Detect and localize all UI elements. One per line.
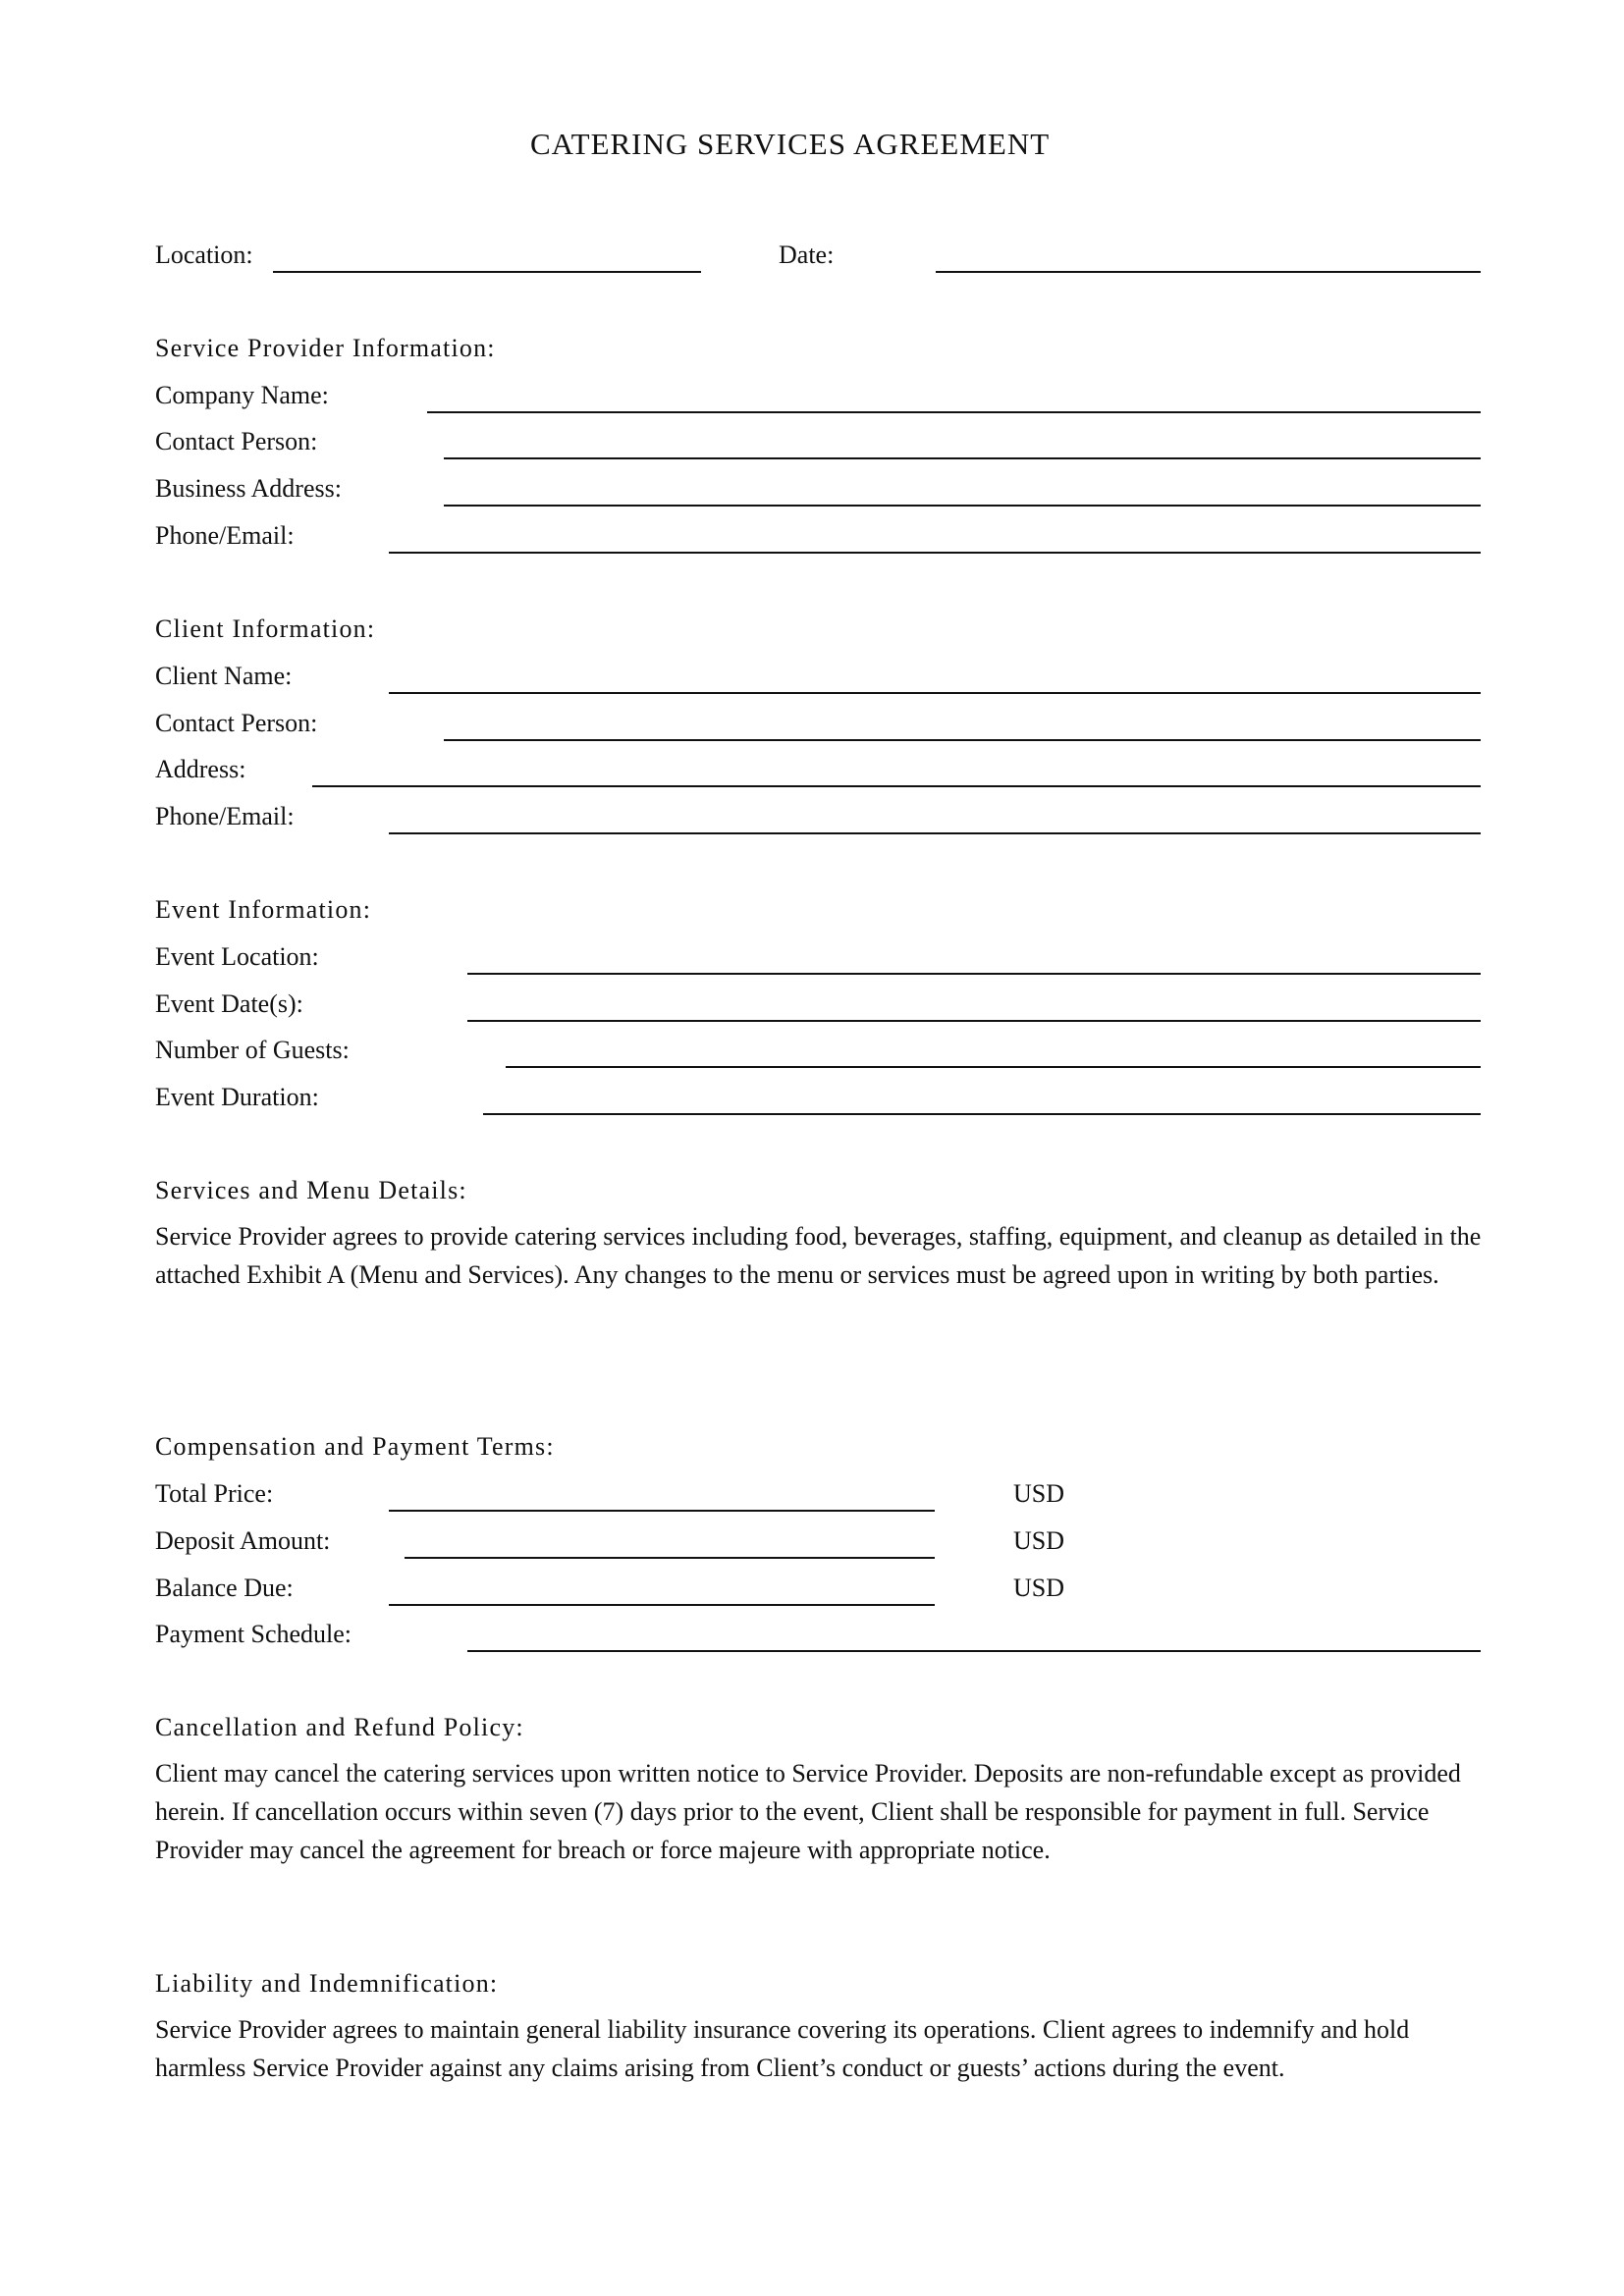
client-phone-label: Phone/Email:: [155, 802, 295, 830]
event-location-label: Event Location:: [155, 942, 319, 971]
cancellation-paragraph: Client may cancel the catering services upon written notice to Service Provider. Deposits are non-refundable except as provided herein. If cancellation occurs within seven (7) days prior to the event, Client shall be responsible for payment in full. Service Provider may cancel the agreement for breach or force majeure with appropriate notice.: [155, 1759, 1461, 1864]
date-label: Date:: [779, 240, 835, 269]
guests-field[interactable]: [506, 1066, 1481, 1068]
event-location-field[interactable]: [467, 973, 1481, 975]
client-contact-label: Contact Person:: [155, 709, 318, 737]
liability-paragraph: Service Provider agrees to maintain general liability insurance covering its operations. Client agrees to indemnify and hold harmless Service Provider against any claims arising from Client’s conduct or guests’ actions during the event.: [155, 2015, 1410, 2082]
event-duration-label: Event Duration:: [155, 1083, 319, 1111]
client-name-field[interactable]: [389, 692, 1481, 694]
services-section-heading: Services and Menu Details:: [155, 1176, 467, 1204]
provider-contact-field[interactable]: [444, 457, 1481, 459]
date-field[interactable]: [936, 271, 1481, 273]
deposit-label: Deposit Amount:: [155, 1526, 331, 1555]
event-section-heading: Event Information:: [155, 895, 372, 924]
company-name-label: Company Name:: [155, 381, 329, 409]
liability-section-heading: Liability and Indemnification:: [155, 1969, 499, 1998]
client-phone-field[interactable]: [389, 832, 1481, 834]
compensation-section-heading: Compensation and Payment Terms:: [155, 1432, 555, 1461]
event-dates-label: Event Date(s):: [155, 989, 303, 1018]
business-address-field[interactable]: [444, 505, 1481, 507]
balance-currency: USD: [1013, 1574, 1065, 1602]
deposit-currency: USD: [1013, 1526, 1065, 1555]
provider-phone-label: Phone/Email:: [155, 521, 295, 550]
provider-section-heading: Service Provider Information:: [155, 334, 496, 362]
event-duration-field[interactable]: [483, 1113, 1481, 1115]
business-address-label: Business Address:: [155, 474, 342, 503]
guests-label: Number of Guests:: [155, 1036, 350, 1064]
provider-contact-label: Contact Person:: [155, 427, 318, 455]
location-field[interactable]: [273, 271, 701, 273]
client-address-field[interactable]: [312, 785, 1481, 787]
event-dates-field[interactable]: [467, 1020, 1481, 1022]
total-price-label: Total Price:: [155, 1479, 274, 1508]
services-paragraph: Service Provider agrees to provide catering services including food, beverages, staffing, equipment, and cleanup as detailed in the attached Exhibit A (Menu and Services). Any changes to the menu or services must be agreed upon in writing by both parties.: [155, 1222, 1482, 1289]
payment-schedule-field[interactable]: [467, 1650, 1481, 1652]
balance-field[interactable]: [389, 1604, 935, 1606]
payment-schedule-label: Payment Schedule:: [155, 1620, 352, 1648]
client-address-label: Address:: [155, 755, 246, 783]
client-section-heading: Client Information:: [155, 614, 376, 643]
deposit-field[interactable]: [405, 1557, 935, 1559]
company-name-field[interactable]: [427, 411, 1481, 413]
client-name-label: Client Name:: [155, 662, 293, 690]
total-price-currency: USD: [1013, 1479, 1065, 1508]
page-title: CATERING SERVICES AGREEMENT: [530, 127, 1051, 161]
provider-phone-field[interactable]: [389, 552, 1481, 554]
balance-label: Balance Due:: [155, 1574, 294, 1602]
client-contact-field[interactable]: [444, 739, 1481, 741]
cancellation-section-heading: Cancellation and Refund Policy:: [155, 1713, 524, 1741]
total-price-field[interactable]: [389, 1510, 935, 1512]
location-label: Location:: [155, 240, 253, 269]
